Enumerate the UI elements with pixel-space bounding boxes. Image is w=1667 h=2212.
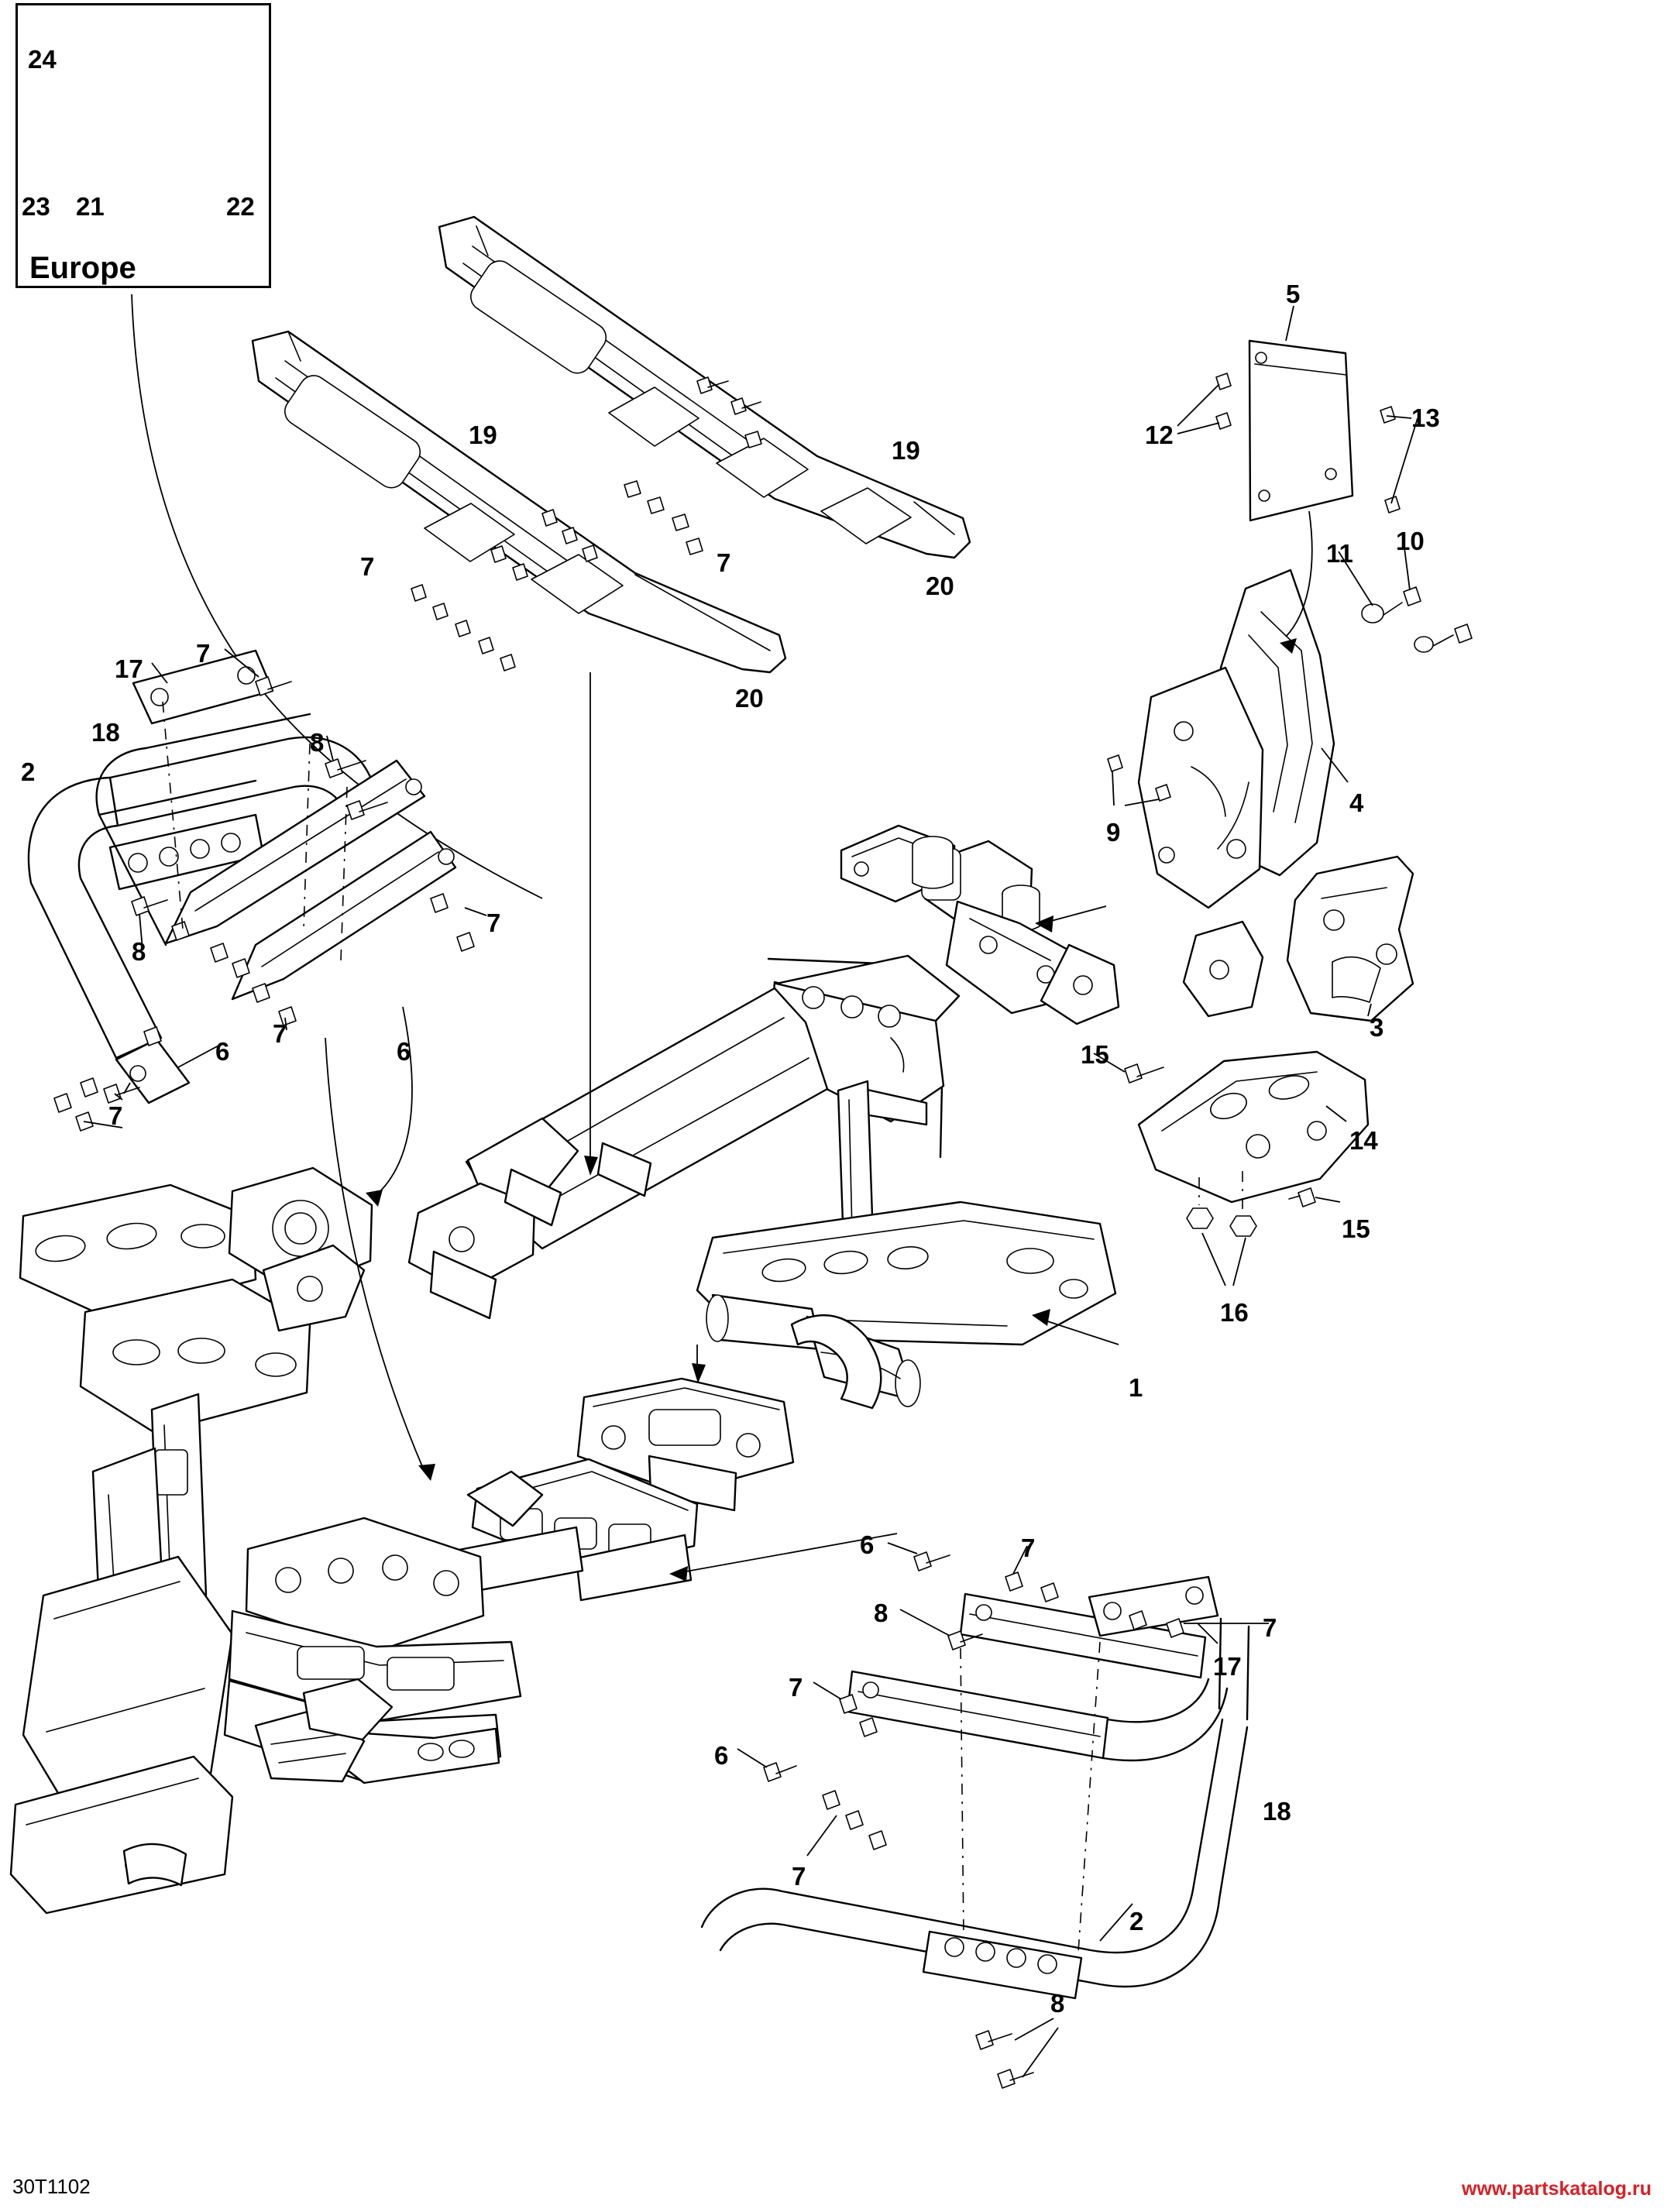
callout-6-c: 6 [860,1530,875,1559]
callout-21: 21 [76,192,105,221]
callout-14: 14 [1349,1126,1378,1155]
callout-5: 5 [1286,280,1301,308]
rear-bumper-assembly [702,1719,1247,1998]
callout-7-a: 7 [360,552,375,581]
callout-8-b: 8 [132,937,146,966]
callout-7-h: 7 [1263,1613,1277,1642]
callout-7-e: 7 [273,1019,287,1048]
callout-13: 13 [1411,404,1440,432]
watermark: www.partskatalog.ru [1462,2178,1652,2200]
callout-4: 4 [1349,788,1364,817]
callout-3: 3 [1370,1013,1384,1042]
callout-7-f: 7 [108,1101,123,1130]
callout-6-a: 6 [215,1037,230,1066]
callout-20-right: 20 [926,572,954,600]
callout-15-a: 15 [1081,1040,1109,1069]
callout-19-right: 19 [892,436,920,465]
callout-18-front: 18 [91,718,120,747]
callout-17-rear: 17 [1213,1652,1242,1681]
callout-16: 16 [1220,1298,1249,1327]
callout-8-a: 8 [310,728,325,757]
callout-11: 11 [1326,539,1353,568]
callout-6-d: 6 [714,1741,729,1770]
side-panel-5 [1177,306,1418,520]
callout-2-rear: 2 [1129,1907,1144,1936]
callout-10: 10 [1396,527,1425,555]
callout-24: 24 [28,45,57,74]
callout-7-i: 7 [789,1673,803,1702]
callout-7-b: 7 [717,548,731,577]
callout-20-left: 20 [735,684,764,713]
callout-2-front: 2 [21,757,36,786]
callout-1: 1 [1129,1373,1143,1402]
callout-7-c: 7 [196,639,211,668]
sheet-code: 30T1102 [12,2175,91,2198]
callout-18-rear: 18 [1263,1797,1291,1826]
callout-23: 23 [22,192,50,221]
callout-8-d: 8 [1050,1989,1065,2018]
callout-7-d: 7 [486,908,501,937]
callout-19-left: 19 [469,421,497,449]
callout-22: 22 [226,192,255,221]
side-support-4 [1108,511,1472,908]
inset-label-europe: Europe [29,251,136,285]
callout-9: 9 [1106,818,1121,847]
main-frame-1 [11,826,1119,1913]
callout-7-g: 7 [1021,1534,1036,1562]
callout-8-c: 8 [874,1599,888,1627]
bracket-14 [1094,1052,1368,1286]
callout-17-front: 17 [115,654,143,683]
callout-15-b: 15 [1342,1214,1370,1243]
callout-7-j: 7 [792,1862,806,1891]
callout-12: 12 [1145,421,1174,449]
callout-6-b: 6 [397,1037,411,1066]
